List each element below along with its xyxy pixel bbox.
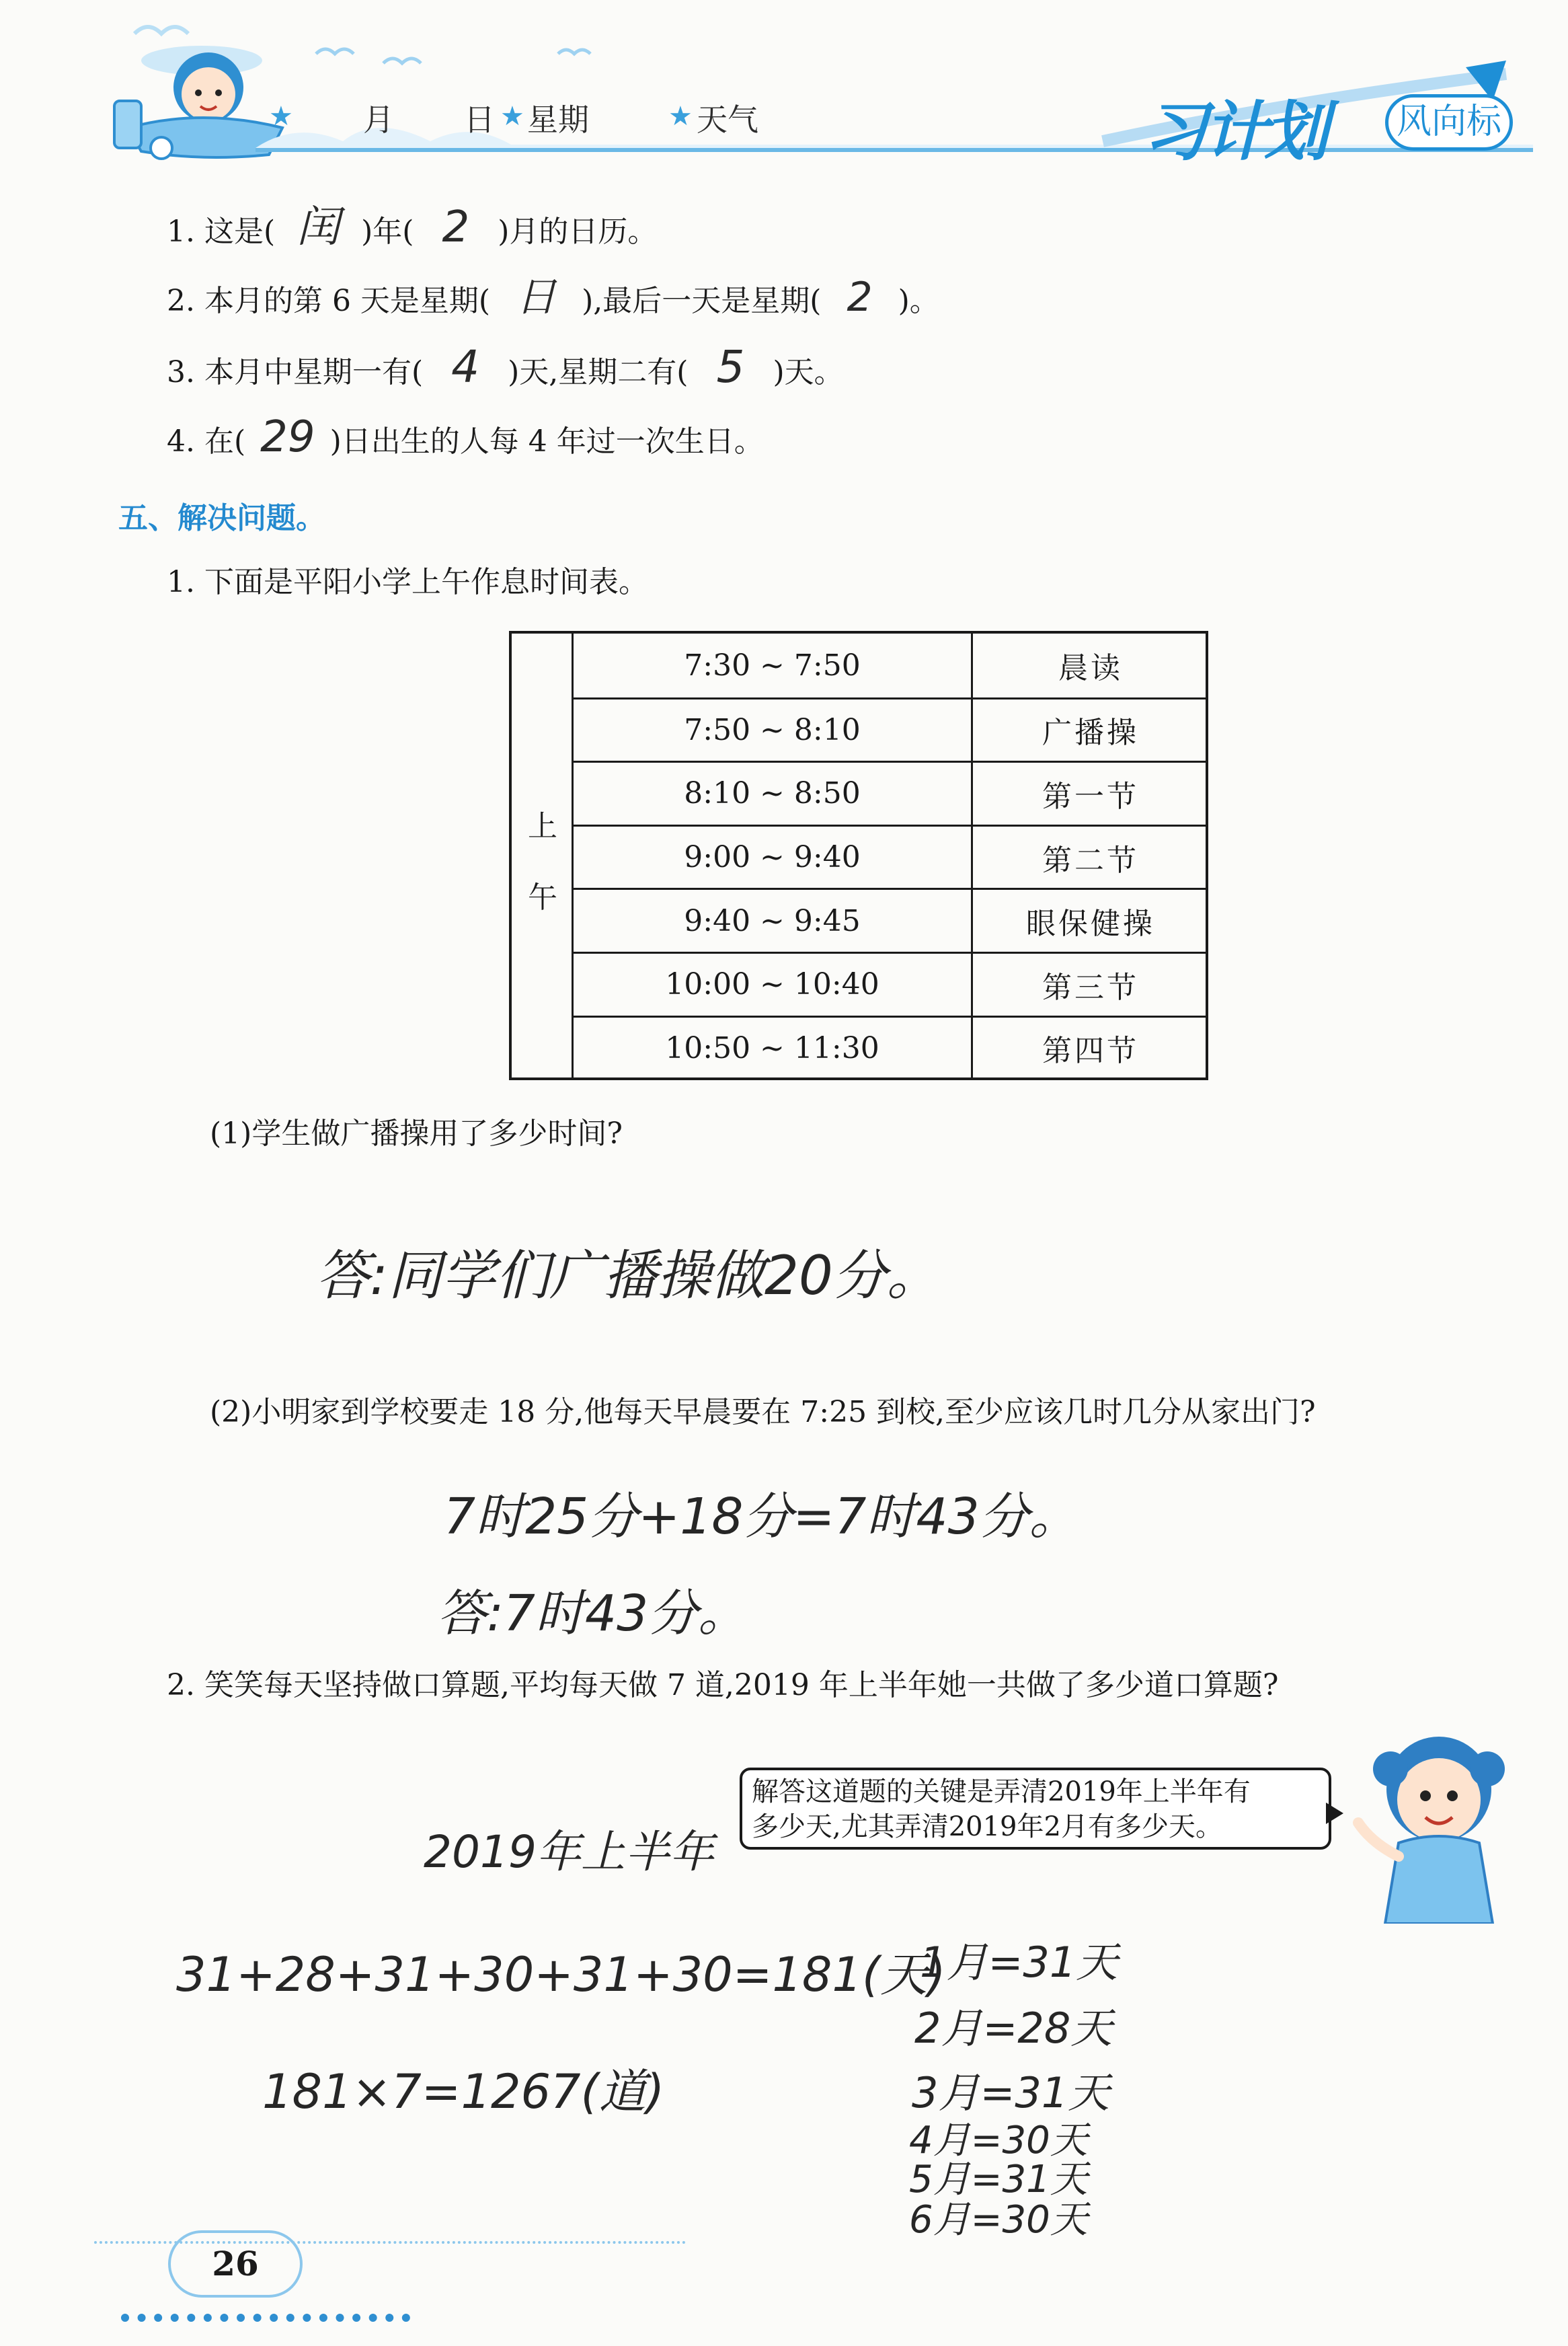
question-text: 2. 本月的第 6 天是星期(: [167, 284, 491, 318]
hint-speech-bubble: [740, 1768, 1331, 1850]
handwritten-answer-2: 答:7时43分。: [437, 1585, 748, 1642]
table-row: [574, 888, 1208, 952]
handwritten-answer-1: 答:同学们广播操做20分。: [316, 1244, 941, 1307]
activity-cell: 第四节: [1042, 1034, 1139, 1069]
question-text: )月的日历。: [498, 215, 658, 249]
question-text: )。: [898, 284, 939, 318]
table-row: [574, 952, 1208, 1016]
hint-line: 解答这道题的关键是弄清2019年上半年有: [752, 1776, 1251, 1807]
handwritten-answer: 2: [442, 202, 470, 252]
calendar-question-3: [167, 341, 844, 393]
problem-1-question-1: (1)学生做广播操用了多少时间?: [210, 1117, 623, 1151]
time-cell: 10:00 ~ 10:40: [574, 954, 973, 1016]
calendar-question-1: [167, 202, 658, 252]
handwritten-month-days: 1月=31天: [920, 1938, 1118, 1987]
question-text: )日出生的人每 4 年过一次生日。: [329, 424, 764, 459]
activity-cell: 第三节: [1042, 970, 1139, 1005]
time-cell: 7:30 ~ 7:50: [574, 634, 973, 697]
time-cell: 9:00 ~ 9:40: [574, 827, 973, 888]
schedule-side-label: [512, 634, 574, 1077]
schedule-table: [509, 631, 1208, 1080]
logo-main-text: 习计划: [1143, 94, 1325, 169]
time-cell: 10:50 ~ 11:30: [574, 1018, 973, 1080]
speech-bubble-tail: [1326, 1803, 1343, 1824]
calendar-question-2: [167, 274, 939, 321]
logo-sub-text: 风向标: [1385, 94, 1513, 151]
handwritten-month-days: 4月=30天: [909, 2119, 1088, 2162]
problem-1-question-2: (2)小明家到学校要走 18 分,他每天早晨要在 7:25 到校,至少应该几时几分从家出门?: [210, 1395, 1316, 1429]
handwritten-month-days: 2月=28天: [914, 2004, 1113, 2053]
side-label-top: 上: [528, 809, 557, 843]
calendar-question-4: [167, 412, 764, 462]
table-row: [574, 697, 1208, 761]
activity-cell: 晨读: [1058, 651, 1123, 686]
problem-2-question: 2. 笑笑每天坚持做口算题,平均每天做 7 道,2019 年上半年她一共做了多少道口算题?: [167, 1668, 1279, 1702]
time-cell: 7:50 ~ 8:10: [574, 699, 973, 761]
activity-cell: 第二节: [1042, 843, 1139, 878]
month-label: 月: [363, 102, 394, 138]
table-row: [574, 1016, 1208, 1080]
question-text: )天,星期二有(: [508, 355, 689, 389]
handwritten-work-line: 7时25分+18分=7时43分。: [444, 1488, 1079, 1546]
question-text: ),最后一天是星期(: [582, 284, 822, 318]
star-icon: ★: [269, 101, 293, 132]
page-number: 26: [168, 2230, 303, 2298]
question-text: 1. 这是(: [167, 215, 276, 249]
question-text: 4. 在(: [167, 424, 246, 459]
section-five-title: 五、解决问题。: [118, 501, 325, 535]
table-row: [574, 761, 1208, 825]
problem-1-intro: 1. 下面是平阳小学上午作息时间表。: [167, 565, 648, 599]
handwritten-work-line: 181×7=1267(道): [262, 2064, 665, 2119]
brand-logo: [1089, 54, 1520, 169]
question-text: 3. 本月中星期一有(: [167, 355, 424, 389]
handwritten-work-line: 2019年上半年: [424, 1826, 714, 1878]
day-label: 日: [464, 102, 495, 138]
activity-cell: 第一节: [1042, 779, 1139, 814]
handwritten-answer: 5: [716, 341, 745, 393]
handwritten-answer: 闰: [297, 202, 340, 252]
weekday-label: 星期: [527, 102, 589, 138]
girl-pointing-illustration: [1351, 1722, 1526, 1924]
handwritten-answer: 29: [260, 412, 315, 462]
footer-dotted-bar: [121, 2314, 410, 2330]
question-text: )年(: [361, 215, 414, 249]
time-cell: 9:40 ~ 9:45: [574, 890, 973, 952]
page-header: [0, 0, 1568, 175]
star-icon: ★: [500, 101, 524, 132]
handwritten-answer: 日: [516, 274, 557, 321]
handwritten-month-days: 6月=30天: [909, 2198, 1088, 2242]
handwritten-work-line: 31+28+31+30+31+30=181(天): [176, 1947, 946, 2002]
handwritten-month-days: 3月=31天: [912, 2068, 1110, 2117]
table-row: [574, 634, 1208, 697]
activity-cell: 广播操: [1042, 716, 1139, 751]
table-row: [574, 825, 1208, 888]
side-label-bottom: 午: [528, 880, 557, 915]
handwritten-month-days: 5月=31天: [909, 2158, 1088, 2201]
question-text: )天。: [773, 355, 844, 389]
star-icon: ★: [668, 101, 693, 132]
handwritten-answer: 4: [451, 341, 480, 393]
handwritten-answer: 2: [847, 274, 873, 321]
activity-cell: 眼保健操: [1026, 907, 1155, 942]
weather-label: 天气: [697, 102, 758, 138]
time-cell: 8:10 ~ 8:50: [574, 763, 973, 825]
hint-line: 多少天,尤其弄清2019年2月有多少天。: [752, 1811, 1222, 1842]
